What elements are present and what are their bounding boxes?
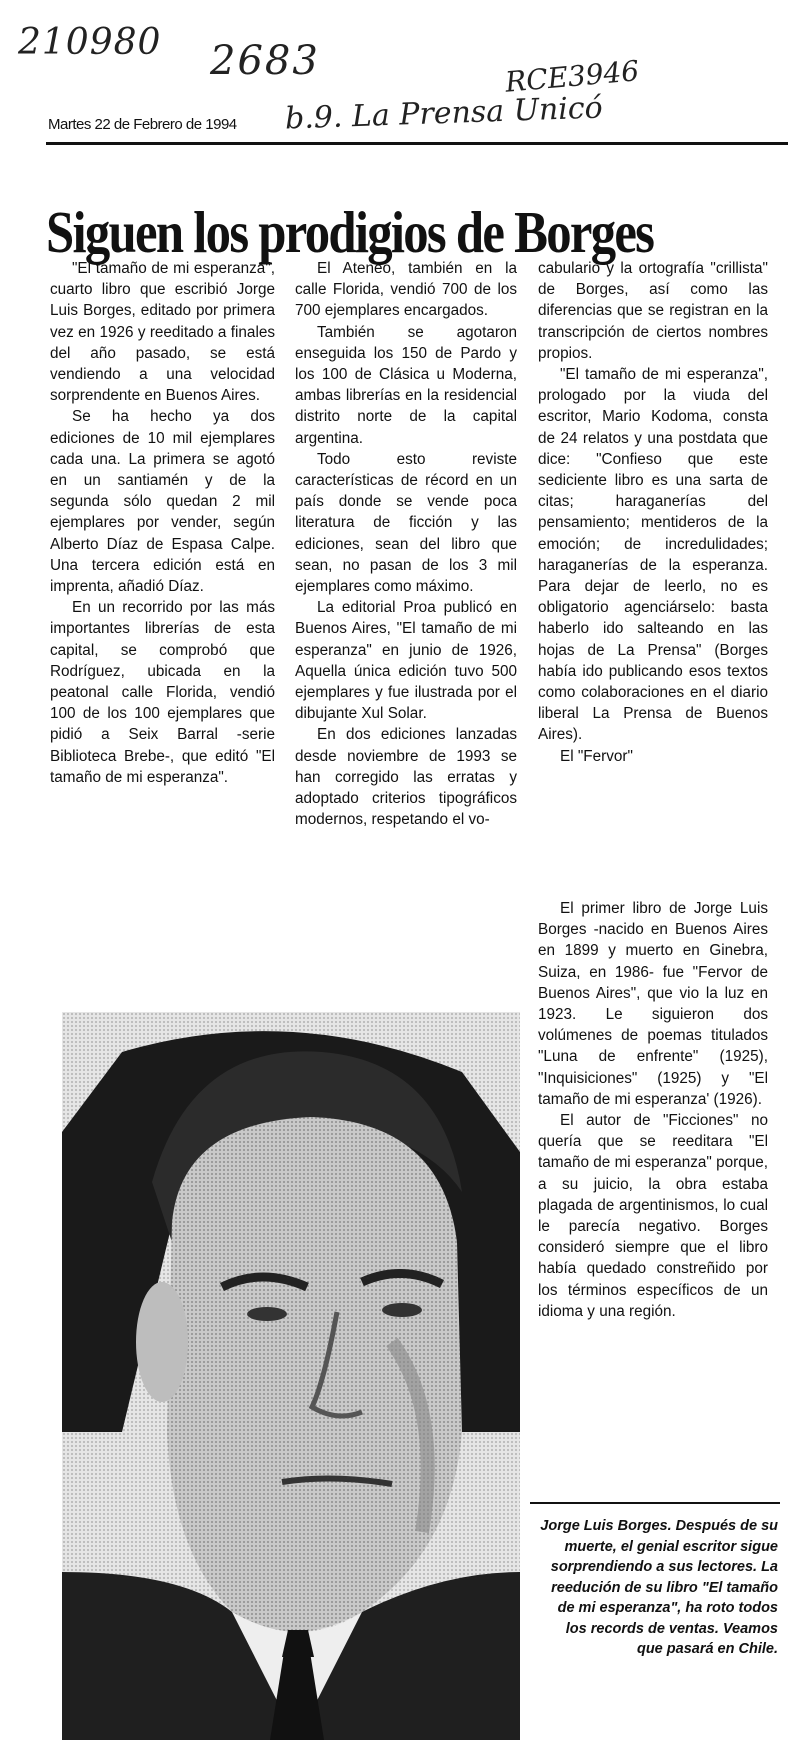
paragraph: También se agotaron enseguida los 150 de Pardo y los 100 de Clásica u Moderna, ambas librerías en la residencial distrito norte de la capital argentina. xyxy=(295,323,517,447)
article-column-3-continued xyxy=(538,898,768,1322)
dateline: Martes 22 de Febrero de 1994 xyxy=(48,116,237,133)
paragraph: "El tamaño de mi esperanza", prologado por la viuda del escritor, Mario Kodoma, consta de 24 relatos y una postdata que dice: "Confieso que este sediciente libro es una sarta de citas; haraganerías del pensamiento; mentideros de la emoción; de incredulidades; haraganerías de la esperanza. Para dejar de leerlo, no es obligatorio agenciárselo: basta haberlo ido salteando en las hojas de La Prensa" (Borges había ido publicando esos textos como colaboraciones en el diario liberal La Prensa de Buenos Aires). xyxy=(538,366,768,744)
article-column-2 xyxy=(295,258,517,830)
paragraph: cabulario y la ortografía "crillista" de Borges, así como las diferencias que se registran en la transcripción de ciertos nombres propios. xyxy=(538,260,768,362)
article-column-1 xyxy=(50,258,275,788)
paragraph: En dos ediciones lanzadas desde noviembre de 1993 se han corregido las erratas y adoptado criterios tipográficos modernos, respetando el vo- xyxy=(295,726,517,829)
photo-caption: Jorge Luis Borges. Después de su muerte, el genial escritor sigue sorprendiendo a sus lectores. La reedución de su libro "El tamaño de mi esperanza", ha roto todos los records de ventas. Veamos que pasará en Chile. xyxy=(540,1518,778,1657)
caption-rule xyxy=(530,1502,780,1504)
borges-portrait-photo xyxy=(62,1012,520,1740)
handwritten-source-note: b.9. La Prensa Unicó xyxy=(284,90,604,137)
handwritten-folio-number: 2683 xyxy=(210,38,320,84)
subheading: El "Fervor" xyxy=(560,747,633,765)
headline: Siguen los prodigios de Borges xyxy=(46,198,654,265)
paragraph: Se ha hecho ya dos ediciones de 10 mil ejemplares cada una. La primera se agotó en un santiamén y de la segunda sólo quedan 2 mil ejemplares por vender, según Alberto Díaz de Espasa Calpe. Una tercera edición está en imprenta, añadió Díaz. xyxy=(50,408,275,596)
paragraph: El autor de "Ficciones" no quería que se reeditara "El tamaño de mi esperanza" porque, a su juicio, la obra estaba plagada de argentinismos, lo cual le parecía negativo. Borges consideró siempre que el libro había quedado constreñido por los términos específicos de un idioma y una región. xyxy=(538,1112,768,1320)
paragraph: Todo esto reviste características de récord en un país donde se vende poca literatura de ficción y las ediciones, sean del libro que sean, no pasan de los 3 mil ejemplares como máximo. xyxy=(295,450,517,596)
article-column-3 xyxy=(538,258,768,767)
paragraph: La editorial Proa publicó en Buenos Aires, "El tamaño de mi esperanza" en junio de 1926, Aquella única edición tuvo 500 ejemplares y fue ilustrada por el dibujante Xul Solar. xyxy=(295,599,517,723)
paragraph: El Ateneo, también en la calle Florida, vendió 700 de los 700 ejemplares encargados. xyxy=(295,260,517,320)
handwritten-reference-code: RCE3946 xyxy=(503,54,641,99)
paragraph: El primer libro de Jorge Luis Borges -nacido en Buenos Aires en 1899 y muerto en Ginebra, Suiza, en 1986- fue "Fervor de Buenos Aires", que vio la luz en 1923. Le siguieron dos volúmenes de poemas titulados "Luna de enfrente" (1925), "Inquisiciones" (1925) y "El tamaño de mi esperanza' (1926). xyxy=(538,900,768,1108)
paragraph: En un recorrido por las más importantes librerías de esta capital, se comprobó que Rodríguez, ubicada en la peatonal calle Florida, vendió 100 de los 100 ejemplares que pidió a Seix Barral -serie Biblioteca Brebe-, que editó "El tamaño de mi esperanza". xyxy=(50,599,275,786)
top-rule xyxy=(46,142,788,145)
handwritten-archive-number: 210980 xyxy=(18,22,162,63)
paragraph: "El tamaño de mi esperanza", cuarto libro que escribió Jorge Luis Borges, editado por primera vez en 1926 y reeditado a finales del año pasado, se está vendiendo a una velocidad sorprendente en Buenos Aires. xyxy=(50,260,275,405)
